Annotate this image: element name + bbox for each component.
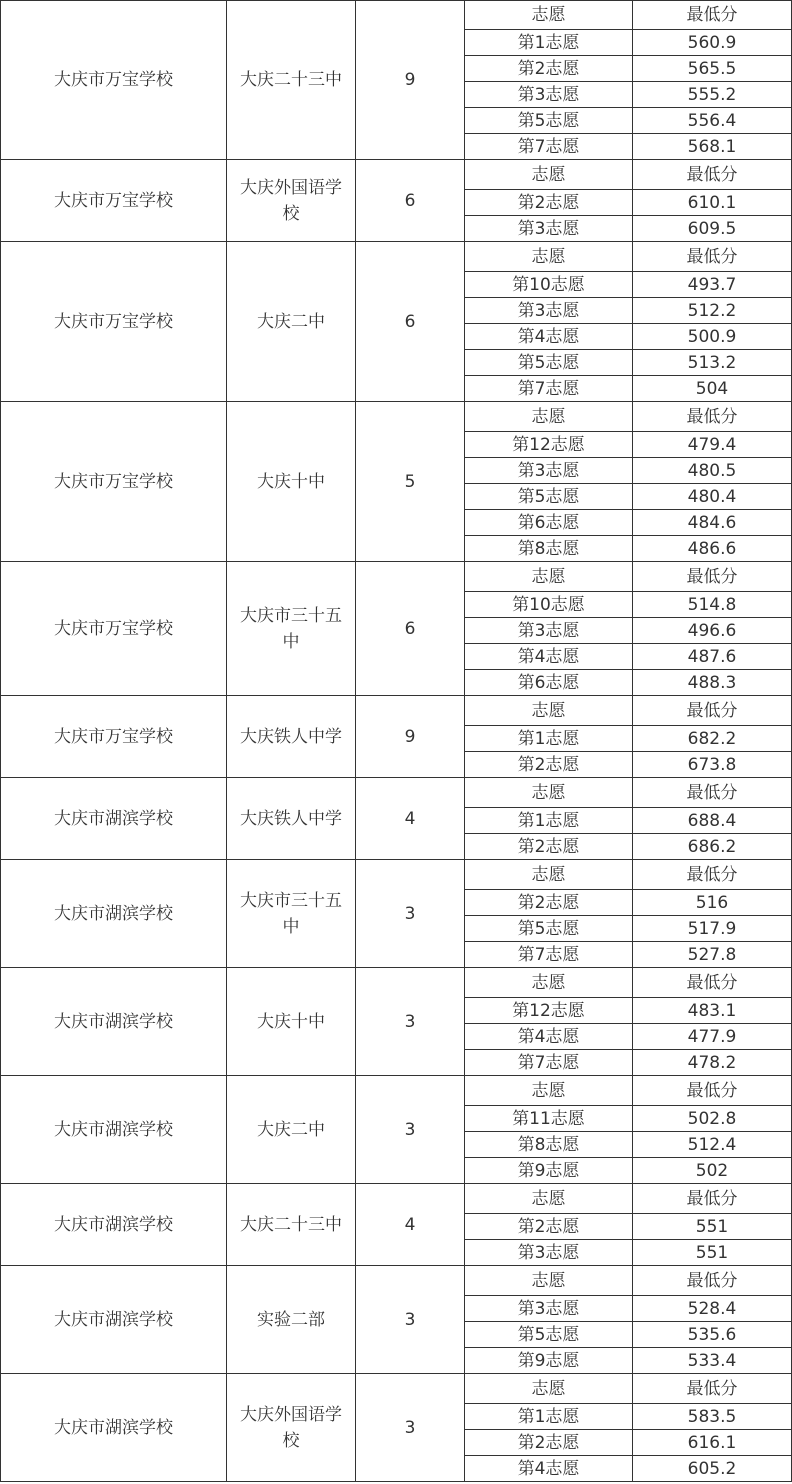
choice-cell: 第5志愿 xyxy=(465,484,633,510)
min-score-header-cell: 最低分 xyxy=(633,1266,792,1296)
choice-cell: 第2志愿 xyxy=(465,56,633,82)
min-score-header-cell: 最低分 xyxy=(633,860,792,890)
min-score-header-cell: 最低分 xyxy=(633,0,792,30)
min-score-header-cell: 最低分 xyxy=(633,1184,792,1214)
choice-cell: 第5志愿 xyxy=(465,1322,633,1348)
min-score-cell: 528.4 xyxy=(633,1296,792,1322)
admit-count-cell: 3 xyxy=(356,1266,465,1374)
school-cell: 大庆市湖滨学校 xyxy=(0,968,227,1076)
choice-cell: 第8志愿 xyxy=(465,536,633,562)
choice-header-cell: 志愿 xyxy=(465,0,633,30)
school-cell: 大庆市万宝学校 xyxy=(0,402,227,562)
min-score-header-cell: 最低分 xyxy=(633,562,792,592)
target-school-cell: 大庆铁人中学 xyxy=(227,696,356,778)
choice-cell: 第4志愿 xyxy=(465,644,633,670)
target-school-cell: 大庆二十三中 xyxy=(227,0,356,160)
min-score-cell: 610.1 xyxy=(633,190,792,216)
choice-cell: 第7志愿 xyxy=(465,376,633,402)
min-score-cell: 682.2 xyxy=(633,726,792,752)
min-score-cell: 487.6 xyxy=(633,644,792,670)
choice-cell: 第2志愿 xyxy=(465,890,633,916)
min-score-header-cell: 最低分 xyxy=(633,696,792,726)
min-score-cell: 535.6 xyxy=(633,1322,792,1348)
choice-cell: 第1志愿 xyxy=(465,808,633,834)
target-school-cell: 大庆铁人中学 xyxy=(227,778,356,860)
min-score-header-cell: 最低分 xyxy=(633,1076,792,1106)
min-score-cell: 502 xyxy=(633,1158,792,1184)
min-score-cell: 551 xyxy=(633,1240,792,1266)
choice-header-cell: 志愿 xyxy=(465,1374,633,1404)
min-score-cell: 605.2 xyxy=(633,1456,792,1482)
min-score-cell: 480.4 xyxy=(633,484,792,510)
choice-cell: 第4志愿 xyxy=(465,1024,633,1050)
min-score-cell: 483.1 xyxy=(633,998,792,1024)
min-score-cell: 479.4 xyxy=(633,432,792,458)
choice-cell: 第1志愿 xyxy=(465,726,633,752)
min-score-cell: 556.4 xyxy=(633,108,792,134)
choice-header-cell: 志愿 xyxy=(465,242,633,272)
choice-cell: 第5志愿 xyxy=(465,350,633,376)
min-score-cell: 484.6 xyxy=(633,510,792,536)
min-score-header-cell: 最低分 xyxy=(633,1374,792,1404)
school-cell: 大庆市湖滨学校 xyxy=(0,1076,227,1184)
target-school-cell: 大庆二中 xyxy=(227,242,356,402)
choice-cell: 第3志愿 xyxy=(465,1240,633,1266)
choice-cell: 第2志愿 xyxy=(465,752,633,778)
school-cell: 大庆市湖滨学校 xyxy=(0,1374,227,1482)
min-score-header-cell: 最低分 xyxy=(633,968,792,998)
admit-count-cell: 6 xyxy=(356,242,465,402)
min-score-cell: 688.4 xyxy=(633,808,792,834)
choice-header-cell: 志愿 xyxy=(465,860,633,890)
min-score-cell: 583.5 xyxy=(633,1404,792,1430)
choice-header-cell: 志愿 xyxy=(465,696,633,726)
choice-cell: 第4志愿 xyxy=(465,324,633,350)
choice-cell: 第3志愿 xyxy=(465,458,633,484)
admit-count-cell: 6 xyxy=(356,160,465,242)
school-cell: 大庆市湖滨学校 xyxy=(0,1184,227,1266)
min-score-cell: 533.4 xyxy=(633,1348,792,1374)
choice-cell: 第9志愿 xyxy=(465,1348,633,1374)
school-cell: 大庆市万宝学校 xyxy=(0,242,227,402)
min-score-cell: 477.9 xyxy=(633,1024,792,1050)
admit-count-cell: 3 xyxy=(356,1374,465,1482)
choice-cell: 第1志愿 xyxy=(465,1404,633,1430)
min-score-cell: 513.2 xyxy=(633,350,792,376)
choice-cell: 第9志愿 xyxy=(465,1158,633,1184)
choice-cell: 第3志愿 xyxy=(465,298,633,324)
min-score-cell: 527.8 xyxy=(633,942,792,968)
choice-cell: 第3志愿 xyxy=(465,82,633,108)
min-score-header-cell: 最低分 xyxy=(633,242,792,272)
choice-cell: 第4志愿 xyxy=(465,1456,633,1482)
choice-cell: 第2志愿 xyxy=(465,1214,633,1240)
min-score-cell: 551 xyxy=(633,1214,792,1240)
school-cell: 大庆市湖滨学校 xyxy=(0,1266,227,1374)
choice-cell: 第11志愿 xyxy=(465,1106,633,1132)
school-cell: 大庆市万宝学校 xyxy=(0,696,227,778)
choice-cell: 第12志愿 xyxy=(465,998,633,1024)
target-school-cell: 大庆二十三中 xyxy=(227,1184,356,1266)
admit-count-cell: 4 xyxy=(356,778,465,860)
school-cell: 大庆市万宝学校 xyxy=(0,0,227,160)
school-cell: 大庆市万宝学校 xyxy=(0,562,227,696)
choice-cell: 第5志愿 xyxy=(465,108,633,134)
target-school-cell: 大庆外国语学校 xyxy=(227,160,356,242)
admit-count-cell: 5 xyxy=(356,402,465,562)
min-score-cell: 486.6 xyxy=(633,536,792,562)
choice-header-cell: 志愿 xyxy=(465,1076,633,1106)
choice-cell: 第2志愿 xyxy=(465,1430,633,1456)
choice-header-cell: 志愿 xyxy=(465,402,633,432)
choice-cell: 第6志愿 xyxy=(465,670,633,696)
choice-cell: 第12志愿 xyxy=(465,432,633,458)
min-score-cell: 516 xyxy=(633,890,792,916)
choice-cell: 第10志愿 xyxy=(465,592,633,618)
admit-count-cell: 9 xyxy=(356,696,465,778)
target-school-cell: 大庆二中 xyxy=(227,1076,356,1184)
min-score-cell: 514.8 xyxy=(633,592,792,618)
choice-header-cell: 志愿 xyxy=(465,778,633,808)
min-score-cell: 512.4 xyxy=(633,1132,792,1158)
admit-count-cell: 3 xyxy=(356,1076,465,1184)
choice-header-cell: 志愿 xyxy=(465,562,633,592)
min-score-cell: 504 xyxy=(633,376,792,402)
target-school-cell: 大庆十中 xyxy=(227,968,356,1076)
min-score-cell: 560.9 xyxy=(633,30,792,56)
target-school-cell: 大庆市三十五中 xyxy=(227,860,356,968)
choice-cell: 第7志愿 xyxy=(465,134,633,160)
min-score-cell: 512.2 xyxy=(633,298,792,324)
school-cell: 大庆市湖滨学校 xyxy=(0,778,227,860)
choice-header-cell: 志愿 xyxy=(465,1266,633,1296)
min-score-header-cell: 最低分 xyxy=(633,160,792,190)
min-score-cell: 496.6 xyxy=(633,618,792,644)
choice-header-cell: 志愿 xyxy=(465,1184,633,1214)
min-score-cell: 480.5 xyxy=(633,458,792,484)
target-school-cell: 大庆外国语学校 xyxy=(227,1374,356,1482)
min-score-cell: 493.7 xyxy=(633,272,792,298)
min-score-cell: 565.5 xyxy=(633,56,792,82)
choice-cell: 第2志愿 xyxy=(465,190,633,216)
choice-cell: 第3志愿 xyxy=(465,1296,633,1322)
admit-count-cell: 3 xyxy=(356,968,465,1076)
school-cell: 大庆市湖滨学校 xyxy=(0,860,227,968)
target-school-cell: 大庆市三十五中 xyxy=(227,562,356,696)
min-score-cell: 502.8 xyxy=(633,1106,792,1132)
min-score-cell: 500.9 xyxy=(633,324,792,350)
min-score-cell: 568.1 xyxy=(633,134,792,160)
min-score-cell: 609.5 xyxy=(633,216,792,242)
choice-header-cell: 志愿 xyxy=(465,160,633,190)
choice-cell: 第2志愿 xyxy=(465,834,633,860)
min-score-cell: 478.2 xyxy=(633,1050,792,1076)
choice-cell: 第6志愿 xyxy=(465,510,633,536)
min-score-cell: 488.3 xyxy=(633,670,792,696)
choice-cell: 第1志愿 xyxy=(465,30,633,56)
admit-count-cell: 4 xyxy=(356,1184,465,1266)
choice-cell: 第3志愿 xyxy=(465,618,633,644)
choice-cell: 第3志愿 xyxy=(465,216,633,242)
min-score-cell: 673.8 xyxy=(633,752,792,778)
min-score-cell: 517.9 xyxy=(633,916,792,942)
min-score-cell: 616.1 xyxy=(633,1430,792,1456)
admit-count-cell: 6 xyxy=(356,562,465,696)
admit-count-cell: 9 xyxy=(356,0,465,160)
min-score-header-cell: 最低分 xyxy=(633,402,792,432)
choice-header-cell: 志愿 xyxy=(465,968,633,998)
target-school-cell: 实验二部 xyxy=(227,1266,356,1374)
choice-cell: 第10志愿 xyxy=(465,272,633,298)
min-score-header-cell: 最低分 xyxy=(633,778,792,808)
choice-cell: 第7志愿 xyxy=(465,942,633,968)
choice-cell: 第5志愿 xyxy=(465,916,633,942)
target-school-cell: 大庆十中 xyxy=(227,402,356,562)
choice-cell: 第7志愿 xyxy=(465,1050,633,1076)
min-score-cell: 555.2 xyxy=(633,82,792,108)
school-cell: 大庆市万宝学校 xyxy=(0,160,227,242)
min-score-cell: 686.2 xyxy=(633,834,792,860)
admit-count-cell: 3 xyxy=(356,860,465,968)
choice-cell: 第8志愿 xyxy=(465,1132,633,1158)
